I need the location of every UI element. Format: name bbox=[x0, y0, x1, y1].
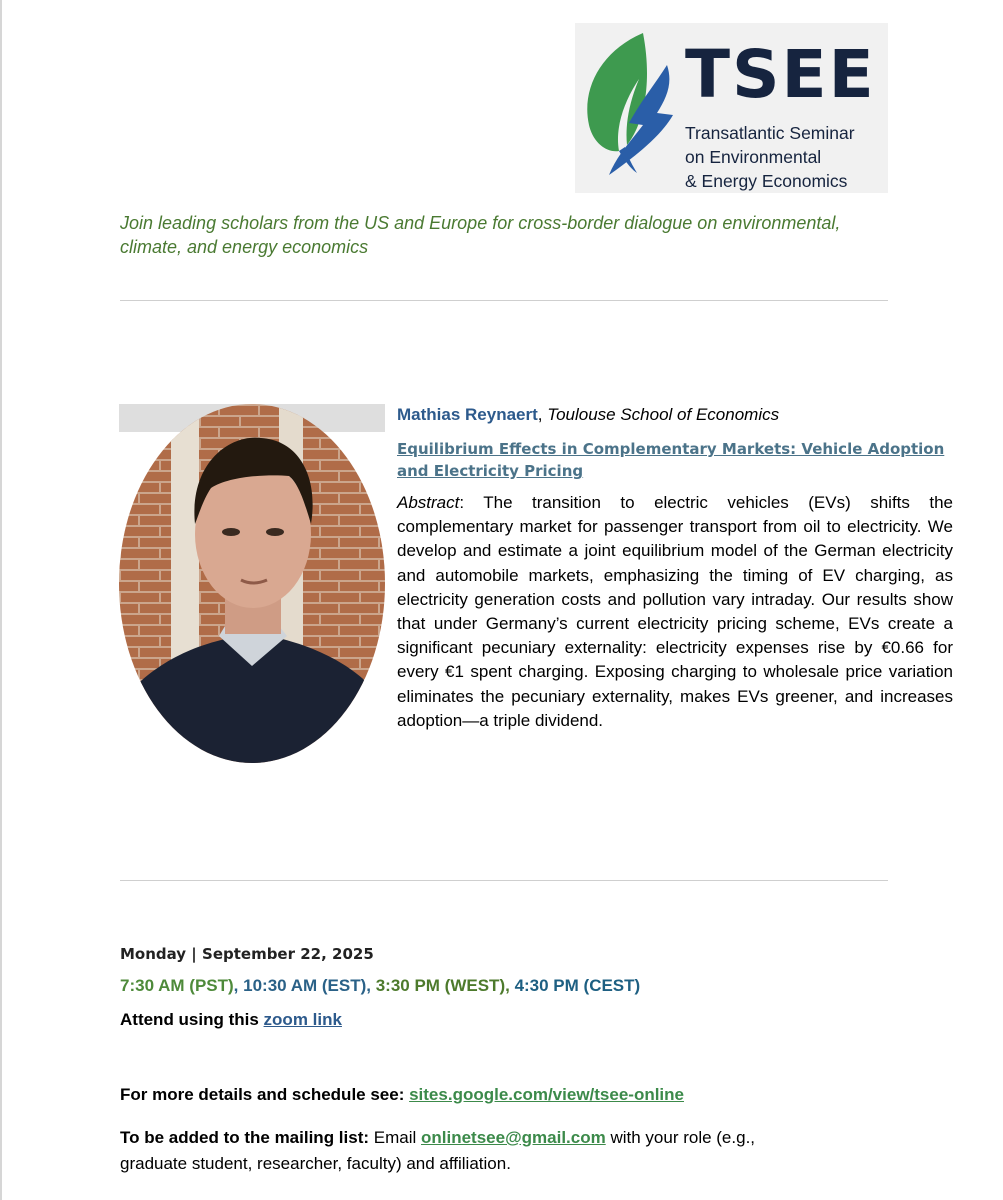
event-times bbox=[120, 974, 640, 998]
divider-bottom bbox=[120, 880, 888, 881]
time-west: 3:30 PM (WEST) bbox=[375, 976, 506, 995]
leaf-lightning-icon bbox=[579, 29, 675, 189]
divider-top bbox=[120, 300, 888, 301]
mailing-list-info bbox=[120, 1125, 820, 1177]
mailing-suffix: with your role (e.g., graduate student, researcher, faculty) and affiliation. bbox=[120, 1128, 756, 1173]
speaker-line bbox=[397, 404, 779, 426]
speaker-name: Mathias Reynaert bbox=[397, 405, 538, 424]
logo-line-1: Transatlantic Seminar bbox=[685, 123, 855, 143]
abstract bbox=[397, 491, 953, 733]
logo-line-2: on Environmental bbox=[685, 147, 822, 167]
logo-subtitle bbox=[685, 121, 855, 193]
website-link[interactable]: sites.google.com/view/tsee-online bbox=[409, 1085, 684, 1104]
tagline: Join leading scholars from the US and Europe for cross-border dialogue on environmental, climate, and energy economics bbox=[120, 213, 841, 257]
attend-prefix: Attend using this bbox=[120, 1010, 264, 1029]
email-link[interactable]: onlinetsee@gmail.com bbox=[421, 1128, 606, 1147]
abstract-text: : The transition to electric vehicles (EVs) shifts the complementary market for passenger transport from oil to electricity. We develop and estimate a joint equilibrium model of the German electricity and automobile markets, emphasizing the timing of EV charging, as electricity generation costs and pollution vary intraday. Our results show that under Germany’s current electricity pricing scheme, EVs create a significant pecuniary externality: electricity expenses rise by €0.66 for every €1 spent charging. Exposing charging to wholesale price variation eliminates the pecuniary externality, makes EVs greener, and increases adoption—a triple dividend. bbox=[397, 493, 953, 730]
mailing-prefix: Email bbox=[369, 1128, 421, 1147]
attend-line bbox=[120, 1008, 342, 1032]
abstract-label: Abstract bbox=[397, 493, 460, 512]
tsee-logo bbox=[575, 23, 888, 193]
time-sep-3: , bbox=[505, 976, 515, 995]
details-label: For more details and schedule see: bbox=[120, 1085, 410, 1104]
details-line bbox=[120, 1083, 684, 1107]
time-est: 10:30 AM (EST) bbox=[243, 976, 367, 995]
page-left-edge bbox=[0, 0, 2, 1200]
logo-line-3: & Energy Economics bbox=[685, 171, 848, 191]
event-date: Monday | September 22, 2025 bbox=[120, 945, 374, 963]
logo-acronym: TSEE bbox=[685, 36, 876, 113]
speaker-affiliation: Toulouse School of Economics bbox=[547, 405, 780, 424]
zoom-link[interactable]: zoom link bbox=[263, 1010, 342, 1029]
talk-title-link[interactable]: Equilibrium Effects in Complementary Markets: Vehicle Adoption and Electricity Pricing bbox=[397, 440, 945, 480]
speaker-photo bbox=[119, 404, 385, 763]
time-cest: 4:30 PM (CEST) bbox=[514, 976, 641, 995]
time-sep-2: , bbox=[366, 976, 376, 995]
speaker-separator: , bbox=[537, 405, 543, 424]
mailing-label: To be added to the mailing list: bbox=[120, 1128, 370, 1147]
time-pst: 7:30 AM (PST) bbox=[120, 976, 234, 995]
time-sep-1: , bbox=[233, 976, 244, 995]
